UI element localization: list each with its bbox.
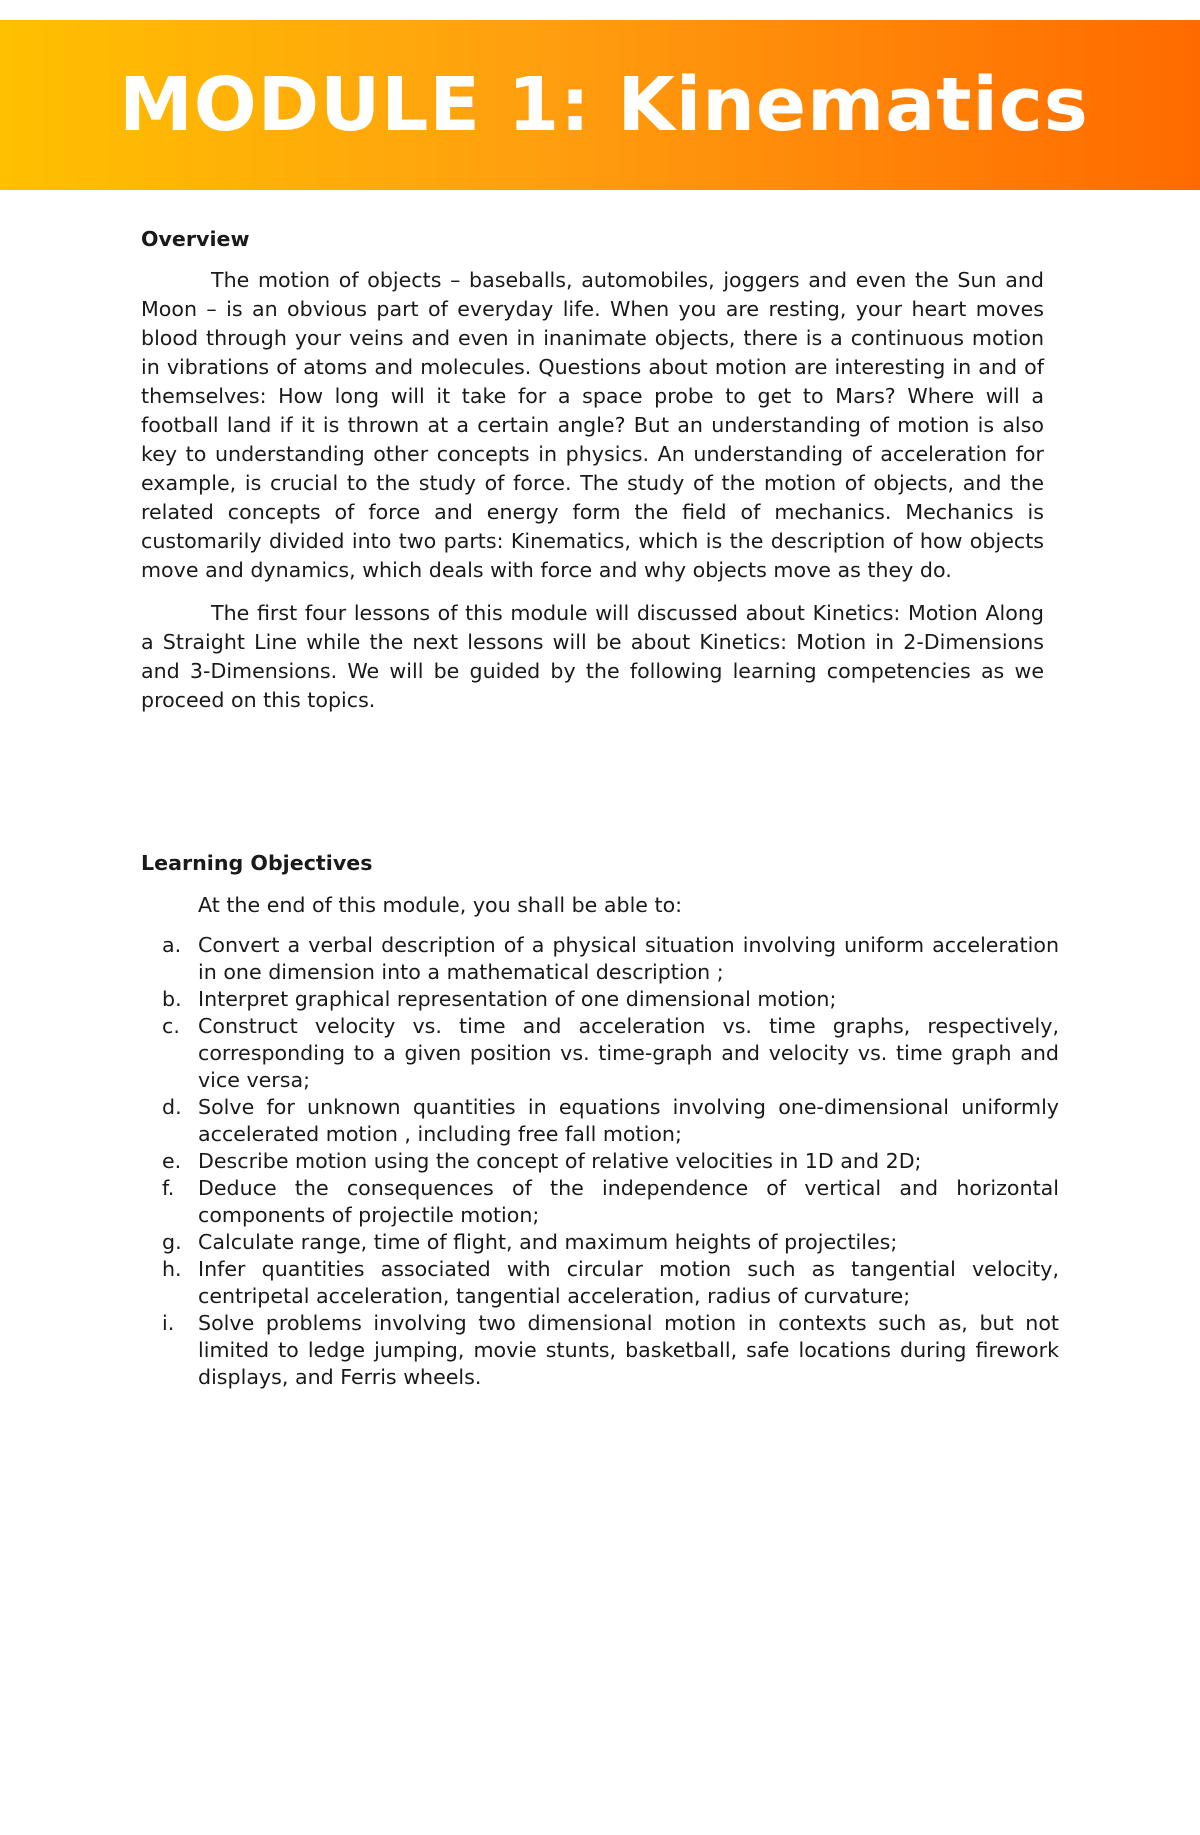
objective-item bbox=[141, 1256, 1059, 1310]
objective-letter: h. bbox=[162, 1257, 182, 1281]
overview-heading: Overview bbox=[141, 227, 250, 251]
objective-text: Describe motion using the concept of relative velocities in 1D and 2D; bbox=[198, 1149, 922, 1173]
learning-objectives-section bbox=[141, 848, 1059, 1391]
objective-letter: g. bbox=[162, 1230, 182, 1254]
objective-letter: b. bbox=[162, 987, 182, 1011]
objective-letter: i. bbox=[162, 1311, 175, 1335]
objective-item bbox=[141, 1310, 1059, 1391]
objective-item bbox=[141, 1175, 1059, 1229]
objective-text: Calculate range, time of flight, and maximum heights of projectiles; bbox=[198, 1230, 898, 1254]
objective-text: Convert a verbal description of a physical situation involving uniform acceleration in one dimension into a mathematical description ; bbox=[198, 933, 1059, 984]
objectives-list bbox=[141, 932, 1059, 1391]
objective-text: Solve problems involving two dimensional motion in contexts such as, but not limited to ledge jumping, movie stunts, basketball, safe locations during firework displays, and Ferris wheels. bbox=[198, 1311, 1059, 1389]
objective-item bbox=[141, 1094, 1059, 1148]
objective-letter: f. bbox=[162, 1176, 175, 1200]
objectives-intro: At the end of this module, you shall be able to: bbox=[198, 893, 683, 917]
objective-item bbox=[141, 932, 1059, 986]
objective-item bbox=[141, 1148, 1059, 1175]
objective-text: Interpret graphical representation of one dimensional motion; bbox=[198, 987, 837, 1011]
objective-item bbox=[141, 1229, 1059, 1256]
objective-text: Deduce the consequences of the independence of vertical and horizontal components of projectile motion; bbox=[198, 1176, 1059, 1227]
objective-letter: d. bbox=[162, 1095, 182, 1119]
objective-text: Infer quantities associated with circular motion such as tangential velocity, centripetal acceleration, tangential acceleration, radius of curvature; bbox=[198, 1257, 1059, 1308]
module-title-banner bbox=[0, 20, 1200, 190]
overview-paragraph-1: The motion of objects – baseballs, automobiles, joggers and even the Sun and Moon – is an obvious part of everyday life. When you are resting, your heart moves blood through your veins and even in inanimate objects, there is a continuous motion in vibrations of atoms and molecules. Questions about motion are interesting in and of themselves: How long will it take for a space probe to get to Mars? Where will a football land if it is thrown at a certain angle? But an understanding of motion is also key to understanding other concepts in physics. An understanding of acceleration for example, is crucial to the study of force. The study of the motion of objects, and the related concepts of force and energy form the field of mechanics. Mechanics is customarily divided into two parts: Kinematics, which is the description of how objects move and dynamics, which deals with force and why objects move as they do. bbox=[141, 268, 1044, 582]
objective-letter: e. bbox=[162, 1149, 182, 1173]
objective-text: Construct velocity vs. time and acceleration vs. time graphs, respectively, corresponding to a given position vs. time-graph and velocity vs. time graph and vice versa; bbox=[198, 1014, 1059, 1092]
objective-item bbox=[141, 986, 1059, 1013]
overview-paragraph-2: The first four lessons of this module will discussed about Kinetics: Motion Along a Straight Line while the next lessons will be about Kinetics: Motion in 2-Dimensions and 3-Dimensions. We will be guided by the following learning competencies as we proceed on this topics. bbox=[141, 601, 1044, 712]
objective-letter: a. bbox=[162, 933, 182, 957]
objective-item bbox=[141, 1013, 1059, 1094]
learning-objectives-heading: Learning Objectives bbox=[141, 851, 373, 875]
module-title: MODULE 1: Kinematics bbox=[119, 62, 1089, 148]
objective-text: Solve for unknown quantities in equations involving one-dimensional uniformly accelerated motion , including free fall motion; bbox=[198, 1095, 1059, 1146]
objective-letter: c. bbox=[162, 1014, 180, 1038]
overview-section bbox=[141, 224, 1044, 715]
